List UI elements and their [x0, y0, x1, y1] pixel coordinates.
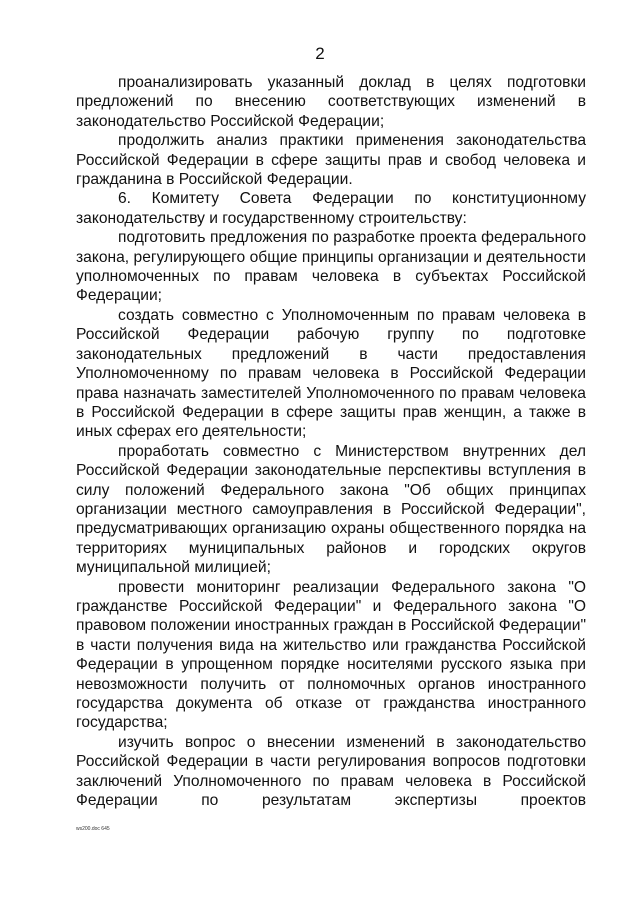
paragraph: 6. Комитету Совета Федерации по конституционному законодательству и государственному строительству:: [76, 190, 586, 227]
paragraph: проработать совместно с Министерством внутренних дел Российской Федерации законодательные перспективы вступления в силу положений Федерального закона "Об общих принципах организации местного самоуправления в Российской Федерации", предусматривающих организацию охраны общественного порядка на территориях муниципальных районов и городских округов муниципальной милицией;: [76, 442, 586, 577]
document-body: [76, 73, 586, 810]
paragraph: изучить вопрос о внесении изменений в законодательство Российской Федерации в части регулирования вопросов подготовки заключений Уполномоченного по правам человека в Российской Федерации по результатам экспертизы проектов: [76, 733, 586, 810]
paragraph: проанализировать указанный доклад в целях подготовки предложений по внесению соответствующих изменений в законодательство Российской Федерации;: [76, 74, 586, 130]
page-number: 2: [315, 44, 325, 63]
paragraph: подготовить предложения по разработке проекта федерального закона, регулирующего общие принципы организации и деятельности уполномоченных по правам человека в субъектах Российской Федерации;: [76, 229, 586, 305]
footer-file-code: ws200.doc 645: [76, 826, 110, 832]
paragraph: создать совместно с Уполномоченным по правам человека в Российской Федерации рабочую группу по подготовке законодательных предложений в части предоставления Уполномоченному по правам человека в Российской Федерации права назначать заместителей Уполномоченного по правам человека в Российской Федерации в сфере защиты прав женщин, а также в иных сферах его деятельности;: [76, 306, 586, 441]
paragraph: провести мониторинг реализации Федерального закона "О гражданстве Российской Федерации" и Федерального закона "О правовом положении иностранных граждан в Российской Федерации" в части получения вида на жительство или гражданства Российской Федерации в упрощенном порядке носителями русского языка при невозможности получить от полномочных органов иностранного государства документа об отказе от гражданства иностранного государства;: [76, 578, 586, 732]
paragraph: продолжить анализ практики применения законодательства Российской Федерации в сфере защиты прав и свобод человека и гражданина в Российской Федерации.: [76, 132, 586, 189]
